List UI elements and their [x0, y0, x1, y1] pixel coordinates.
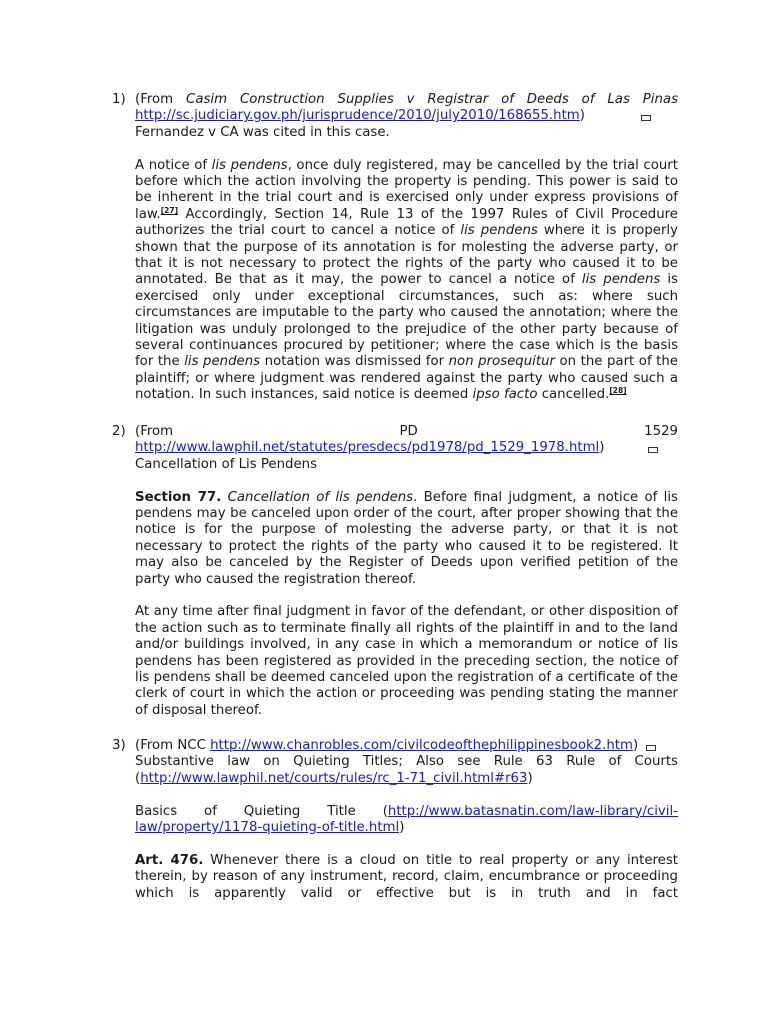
source-line: (From PD 1529 [135, 424, 678, 439]
source-line: (From NCC http://www.chanrobles.com/civilcodeofthephilippinesbook2.htm) [135, 738, 678, 754]
source-url-line: http://sc.judiciary.gov.ph/jurisprudence/2010/july2010/168655.htm) [135, 108, 678, 124]
section-note: Cancellation of Lis Pendens [135, 456, 318, 472]
source-url-line: http://www.lawphil.net/statutes/presdecs/pd1978/pd_1529_1978.html) [135, 440, 678, 456]
section-title: Cancellation of lis pendens [227, 489, 414, 505]
source-link[interactable]: http://sc.judiciary.gov.ph/jurisprudence/2010/july2010/168655.htm [135, 108, 580, 124]
basics-paragraph: Basics of Quieting Title (http://www.batasnatin.com/law-library/civil-law/property/1178-quieting-of-title.html) [135, 803, 678, 836]
body-paragraph: At any time after final judgment in favor of the defendant, or other disposition of the action such as to terminate finally all rights of the plaintiff in and to the land and/or buildings involved, in any case in which a memorandum or notice of lis pendens has been registered as provided in the preceding section, the notice of lis pendens shall be deemed canceled upon the registration of a certificate of the clerk of court in which the action or proceeding was pending stating the manner of disposal thereof. [135, 604, 678, 718]
footnote-flag-icon[interactable] [641, 115, 651, 121]
footnote-ref[interactable]: [27] [160, 205, 179, 215]
footnote-flag-icon[interactable] [646, 745, 656, 751]
list-number: 2) [112, 424, 126, 439]
footnote-ref[interactable]: [28] [609, 386, 627, 396]
section-paragraph: Section 77. Cancellation of lis pendens. Before final judgment, a notice of lis pendens may be canceled upon order of the court, after proper showing that the notice is for the purpose of molesting the adverse party, or that it is not necessary to protect the rights of the party who caused it to be registered. It may also be canceled by the Register of Deeds upon verified petition of the party who caused the registration thereof. [135, 489, 678, 587]
article-paragraph: Art. 476. Whenever there is a cloud on title to real property or any interest therein, by reason of any instrument, record, claim, encumbrance or proceeding which is apparently valid or effective but is in truth and in fact [135, 852, 678, 901]
list-number: 3) [112, 738, 126, 753]
rule-line: (http://www.lawphil.net/courts/rules/rc_1-71_civil.html#r63) [135, 770, 533, 786]
section-label: Section 77. [135, 489, 222, 505]
case-title: Casim Construction Supplies v Registrar of Deeds of Las Pinas [186, 92, 678, 107]
source-link[interactable]: http://www.chanrobles.com/civilcodeofthephilippinesbook2.htm [210, 738, 633, 753]
rule-link[interactable]: http://www.lawphil.net/courts/rules/rc_1-71_civil.html#r63 [140, 770, 528, 786]
article-label: Art. 476. [135, 852, 204, 868]
case-note: Fernandez v CA was cited in this case. [135, 124, 390, 140]
substantive-law-line: Substantive law on Quieting Titles; Also see Rule 63 Rule of Courts [135, 754, 678, 770]
footnote-flag-icon[interactable] [648, 447, 658, 453]
list-number: 1) [112, 92, 126, 107]
basics-link[interactable]: http://www.batasnatin.com/law-library/civil-law/property/1178-quieting-of-title.html [135, 803, 678, 836]
source-link[interactable]: http://www.lawphil.net/statutes/presdecs/pd1978/pd_1529_1978.html [135, 440, 600, 456]
body-paragraph: A notice of lis pendens, once duly registered, may be cancelled by the trial court before which the action involving the property is pending. This power is said to be inherent in the trial court and is exercised only under express provisions of law.[27] Accordingly, Section 14, Rule 13 of the 1997 Rules of Civil Procedure authorizes the trial court to cancel a notice of lis pendens where it is properly shown that the purpose of its annotation is for molesting the adverse party, or that it is not necessary to protect the rights of the party who caused it to be annotated. Be that as it may, the power to cancel a notice of lis pendens is exercised only under exceptional circumstances, such as: where such circumstances are imputable to the party who caused the annotation; where the litigation was unduly prolonged to the prejudice of the other party because of several continuances procured by petitioner; where the case which is the basis for the lis pendens notation was dismissed for non prosequitur on the part of the plaintiff; or where judgment was rendered against the party who caused such a notation. In such instances, said notice is deemed ipso facto cancelled.[28] [135, 157, 678, 403]
source-line: (From Casim Construction Supplies v Registrar of Deeds of Las Pinas [135, 92, 678, 107]
